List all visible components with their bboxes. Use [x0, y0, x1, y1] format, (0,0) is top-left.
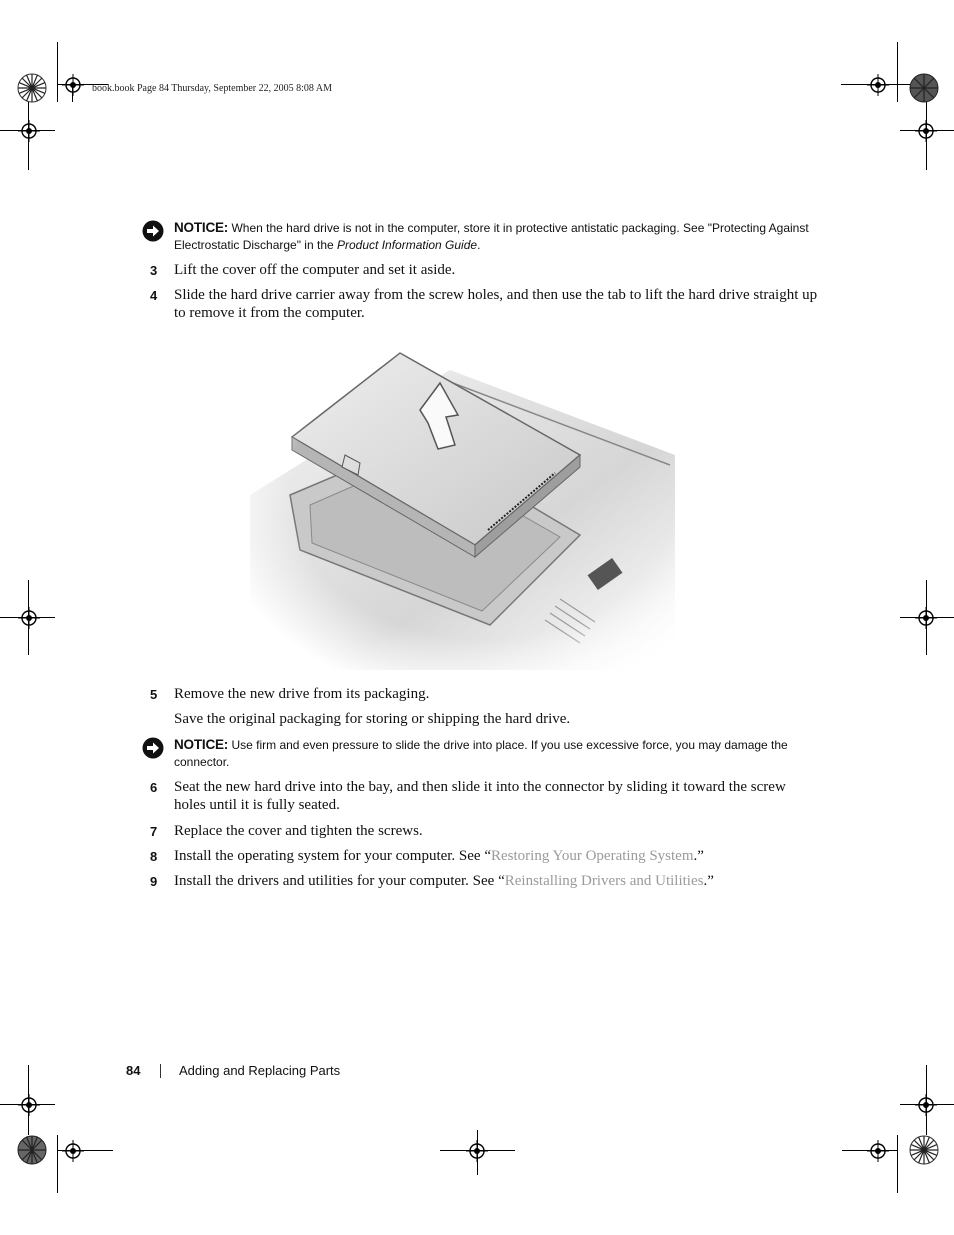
step-text-pre: Install the operating system for your computer. See “	[174, 848, 491, 864]
registration-mark-icon	[62, 1140, 84, 1162]
step-item	[150, 822, 820, 842]
step-note	[150, 710, 820, 730]
registration-mark-icon	[867, 1140, 889, 1162]
step-number: 5	[150, 687, 158, 702]
step-text: Seat the new hard drive into the bay, and then slide it into the connector by sliding it toward the screw holes until it is fully seated.	[174, 779, 786, 813]
cross-reference-link[interactable]: Reinstalling Drivers and Utilities	[504, 873, 704, 889]
step-text-post: .”	[693, 848, 704, 864]
step-text: Slide the hard drive carrier away from the screw holes, and then use the tab to lift the hard drive straight up to remove it from the computer.	[174, 287, 818, 321]
notice-body-end: .	[477, 238, 481, 252]
crop-line	[57, 42, 58, 102]
step-item	[150, 847, 820, 867]
notice-arrow-icon	[142, 220, 164, 242]
notice-label: NOTICE:	[174, 737, 229, 752]
footer-divider	[160, 1064, 161, 1078]
page-number: 84	[126, 1063, 141, 1078]
step-item	[150, 286, 820, 324]
hard-drive-removal-illustration	[250, 345, 675, 670]
step-number: 4	[150, 288, 158, 303]
registration-mark-icon	[18, 120, 40, 142]
starburst-mark-icon	[909, 73, 939, 103]
notice-block	[142, 219, 822, 255]
step-number: 8	[150, 849, 158, 864]
registration-mark-icon	[915, 607, 937, 629]
registration-mark-icon	[18, 607, 40, 629]
step-text	[174, 872, 820, 890]
starburst-mark-icon	[17, 73, 47, 103]
step-item	[150, 261, 820, 281]
step-text: Remove the new drive from its packaging.	[174, 686, 430, 702]
step-number: 9	[150, 874, 158, 889]
crop-line	[57, 1135, 58, 1193]
footer-section-title: Adding and Replacing Parts	[179, 1063, 341, 1078]
crop-line	[897, 42, 898, 102]
starburst-mark-icon	[17, 1135, 47, 1165]
notice-body: Use firm and even pressure to slide the drive into place. If you use excessive force, you may damage the connector.	[174, 738, 788, 769]
step-item	[150, 872, 820, 892]
notice-text	[174, 736, 822, 771]
notice-emphasis: Product Information Guide	[337, 238, 478, 252]
step-text: Replace the cover and tighten the screws.	[174, 823, 423, 839]
step-number: 7	[150, 824, 158, 839]
registration-mark-icon	[18, 1094, 40, 1116]
notice-label: NOTICE:	[174, 220, 229, 235]
cross-reference-link[interactable]: Restoring Your Operating System	[491, 848, 694, 864]
crop-line	[897, 1135, 898, 1193]
step-item	[150, 778, 820, 816]
step-text	[174, 847, 820, 865]
step-note-text: Save the original packaging for storing or shipping the hard drive.	[174, 711, 571, 727]
print-header-stamp: book.book Page 84 Thursday, September 22, 2005 8:08 AM	[92, 83, 332, 94]
step-text-pre: Install the drivers and utilities for your computer. See “	[174, 873, 505, 889]
step-number: 3	[150, 263, 158, 278]
starburst-mark-icon	[909, 1135, 939, 1165]
notice-text	[174, 219, 822, 254]
registration-mark-icon	[915, 1094, 937, 1116]
step-text-post: .”	[703, 873, 714, 889]
registration-mark-icon	[466, 1140, 488, 1162]
registration-mark-icon	[62, 74, 84, 96]
step-number: 6	[150, 780, 158, 795]
notice-arrow-icon	[142, 737, 164, 759]
registration-mark-icon	[915, 120, 937, 142]
step-text: Lift the cover off the computer and set it aside.	[174, 262, 456, 278]
registration-mark-icon	[867, 74, 889, 96]
step-item	[150, 685, 820, 705]
notice-block	[142, 736, 822, 772]
notice-body: When the hard drive is not in the computer, store it in protective antistatic packaging. See "Protecting Against Electrostatic Discharge" in the	[174, 221, 809, 252]
